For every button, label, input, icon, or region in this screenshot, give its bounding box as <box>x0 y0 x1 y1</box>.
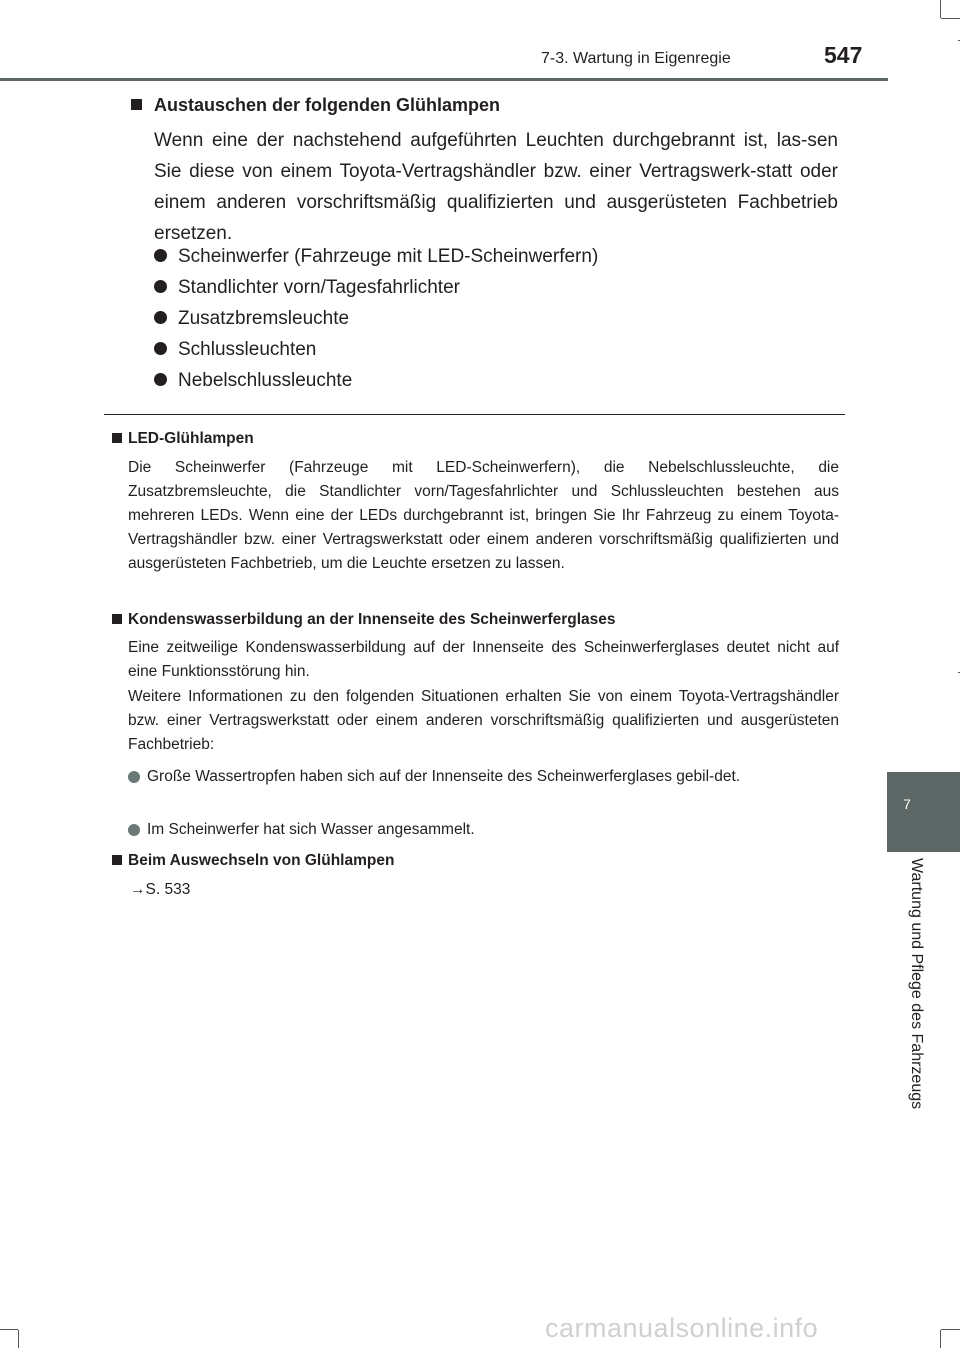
chapter-number: 7 <box>903 796 911 812</box>
note-heading-text: Beim Auswechseln von Glühlampen <box>128 852 395 869</box>
list-item <box>154 246 598 268</box>
list-item-text: Zusatzbremsleuchte <box>178 308 350 329</box>
square-bullet-icon <box>112 855 122 865</box>
bullet-icon <box>128 771 140 783</box>
section-heading-text: Austauschen der folgenden Glühlampen <box>154 95 501 115</box>
crop-mark <box>940 0 941 18</box>
list-item <box>128 818 839 842</box>
note-body: Eine zeitweilige Kondenswasserbildung auf der Innenseite des Scheinwerferglases deutet nicht auf eine Funktionsstörung hin. <box>128 639 839 680</box>
section-body: Wenn eine der nachstehend aufgeführten Leuchten durchgebrannt ist, las-sen Sie diese von einem Toyota-Vertragshändler bzw. einer Vertragswerk-statt oder einem anderen vorschriftsmäßig qualifizierten und ausgerüsteten Fachbetrieb ersetzen. <box>154 130 838 244</box>
list-item-text: Nebelschlussleuchte <box>178 370 353 391</box>
crop-mark <box>941 18 960 19</box>
list-item-text: Große Wassertropfen haben sich auf der Innenseite des Scheinwerferglases gebil-det. <box>147 768 741 785</box>
list-item <box>154 370 352 392</box>
list-item-text: Im Scheinwerfer hat sich Wasser angesammelt. <box>147 821 475 838</box>
list-item-text: Standlichter vorn/Tagesfahrlichter <box>178 277 460 298</box>
list-item-text: Schlussleuchten <box>178 339 317 360</box>
bullet-icon <box>128 824 140 836</box>
header-section-title: 7-3. Wartung in Eigenregie <box>541 50 731 67</box>
bullet-icon <box>154 373 167 386</box>
page-number: 547 <box>824 42 863 68</box>
note-body: Die Scheinwerfer (Fahrzeuge mit LED-Scheinwerfern), die Nebelschlussleuchte, die Zusatzbremsleuchte, die Standlichter vorn/Tagesfahrlichter und Schlussleuchten bestehen aus mehreren LEDs. Wenn eine der LEDs durchgebrannt ist, bringen Sie Ihr Fahrzeug zu einem Toyota-Vertragshändler bzw. einer Vertragswerkstatt oder einem anderen vorschriftsmäßig qualifizierten und ausgerüsteten Fachbetrieb, um die Leuchte ersetzen zu lassen. <box>128 459 839 572</box>
list-item-text: Scheinwerfer (Fahrzeuge mit LED-Scheinwerfern) <box>178 246 599 267</box>
note-heading <box>112 852 394 870</box>
bullet-icon <box>154 280 167 293</box>
crop-mark <box>941 1329 960 1330</box>
square-bullet-icon <box>112 614 122 624</box>
square-bullet-icon <box>112 433 122 443</box>
note-heading <box>112 611 616 629</box>
section-heading <box>131 95 500 116</box>
crop-mark <box>940 1330 941 1348</box>
bullet-icon <box>154 342 167 355</box>
list-item <box>154 277 460 299</box>
header-rule <box>0 78 888 81</box>
note-body: Weitere Informationen zu den folgenden Situationen erhalten Sie von einem Toyota-Vertragshändler bzw. einer Vertragswerkstatt oder einem anderen vorschriftsmäßig qualifizierten und ausgerüsteten Fachbetrieb: <box>128 688 839 753</box>
crop-mark <box>18 1330 19 1348</box>
page-reference: →S. 533 <box>130 881 191 898</box>
note-heading <box>112 430 254 448</box>
note-heading-text: Kondenswasserbildung an der Innenseite des Scheinwerferglases <box>128 611 616 628</box>
crop-mark <box>0 1329 18 1330</box>
list-item <box>154 339 316 361</box>
section-divider <box>104 414 845 415</box>
chapter-tab <box>887 772 960 852</box>
bullet-icon <box>154 249 167 262</box>
chapter-title: Wartung und Pflege des Fahrzeugs <box>908 858 925 1110</box>
bullet-icon <box>154 311 167 324</box>
square-bullet-icon <box>131 99 142 110</box>
list-item <box>128 765 839 789</box>
watermark: carmanualsonline.info <box>545 1313 819 1343</box>
list-item <box>154 308 349 330</box>
note-heading-text: LED-Glühlampen <box>128 430 254 447</box>
